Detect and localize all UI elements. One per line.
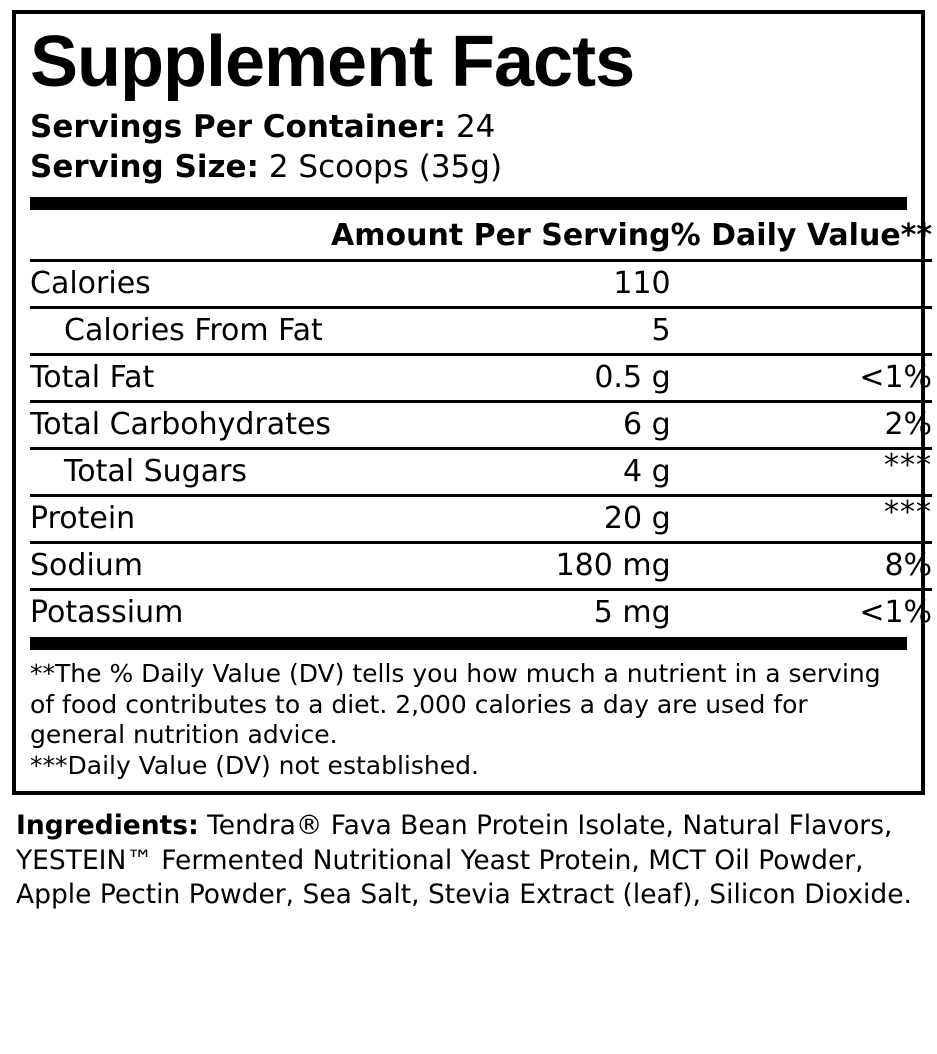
- footnote-daily-value: **The % Daily Value (DV) tells you how much a nutrient in a serving of food contributes to a diet. 2,000 calories a day are used for general nutrition advice.: [30, 659, 881, 750]
- table-row: [30, 543, 932, 590]
- nutrient-name: Calories: [30, 261, 331, 308]
- footnotes: [30, 659, 907, 781]
- nutrient-amount: 20 g: [331, 496, 671, 543]
- nutrient-dv: ***: [671, 490, 932, 537]
- amount-per-serving-header: Amount Per Serving: [331, 210, 671, 261]
- nutrient-dv: <1%: [671, 355, 932, 402]
- serving-size: [30, 148, 907, 188]
- nutrient-amount: 4 g: [331, 449, 671, 496]
- ingredients-text: Tendra® Fava Bean Protein Isolate, Natural Flavors, YESTEIN™ Fermented Nutritional Yeast Protein, MCT Oil Powder, Apple Pectin Powder, Sea Salt, Stevia Extract (leaf), Silicon Dioxide.: [16, 810, 912, 911]
- nutrient-name: Total Fat: [30, 355, 331, 402]
- daily-value-header: % Daily Value**: [671, 210, 932, 261]
- nutrient-amount: 180 mg: [331, 543, 671, 590]
- servings-per-container: [30, 108, 907, 148]
- nutrient-dv: ***: [671, 443, 932, 490]
- servings-per-container-label: Servings Per Container:: [30, 109, 447, 145]
- table-row: [30, 308, 932, 355]
- table-row: [30, 449, 932, 496]
- nutrient-amount: 110: [331, 261, 671, 308]
- ingredients-label: Ingredients:: [16, 810, 199, 842]
- divider-thick-bottom: [30, 637, 907, 650]
- table-row: [30, 261, 932, 308]
- page-title: Supplement Facts: [30, 22, 635, 102]
- nutrient-name: Potassium: [30, 595, 184, 631]
- supplement-facts-panel: [12, 10, 933, 795]
- servings-per-container-value: 24: [455, 109, 496, 145]
- table-row: [30, 355, 932, 402]
- nutrient-dv: [671, 261, 932, 308]
- footnote-not-established: ***Daily Value (DV) not established.: [30, 750, 479, 780]
- nutrient-name: Calories From Fat: [30, 308, 331, 355]
- serving-size-label: Serving Size:: [30, 148, 259, 185]
- nutrient-amount: 0.5 g: [331, 355, 671, 402]
- nutrient-dv: 2%: [671, 402, 932, 449]
- nutrient-name: Sodium: [30, 543, 331, 590]
- nutrient-amount: 6 g: [331, 402, 671, 449]
- nutrient-amount: 5 mg: [593, 595, 671, 631]
- serving-size-value: 2 Scoops (35g): [268, 148, 503, 185]
- table-row: [30, 590, 932, 636]
- nutrient-dv: [671, 308, 932, 355]
- ingredients-section: [12, 809, 925, 912]
- divider-thick-top: [30, 197, 907, 210]
- nutrient-name: Total Sugars: [30, 449, 331, 496]
- nutrient-dv: <1%: [859, 595, 933, 631]
- table-row: [30, 496, 932, 543]
- nutrient-dv: 8%: [671, 543, 932, 590]
- nutrition-table: [30, 210, 932, 635]
- nutrient-name: Protein: [30, 496, 331, 543]
- nutrient-amount: 5: [331, 308, 671, 355]
- nutrient-name: Total Carbohydrates: [30, 402, 331, 449]
- header-spacer: [30, 210, 331, 261]
- table-header-row: [30, 210, 932, 261]
- table-row: [30, 402, 932, 449]
